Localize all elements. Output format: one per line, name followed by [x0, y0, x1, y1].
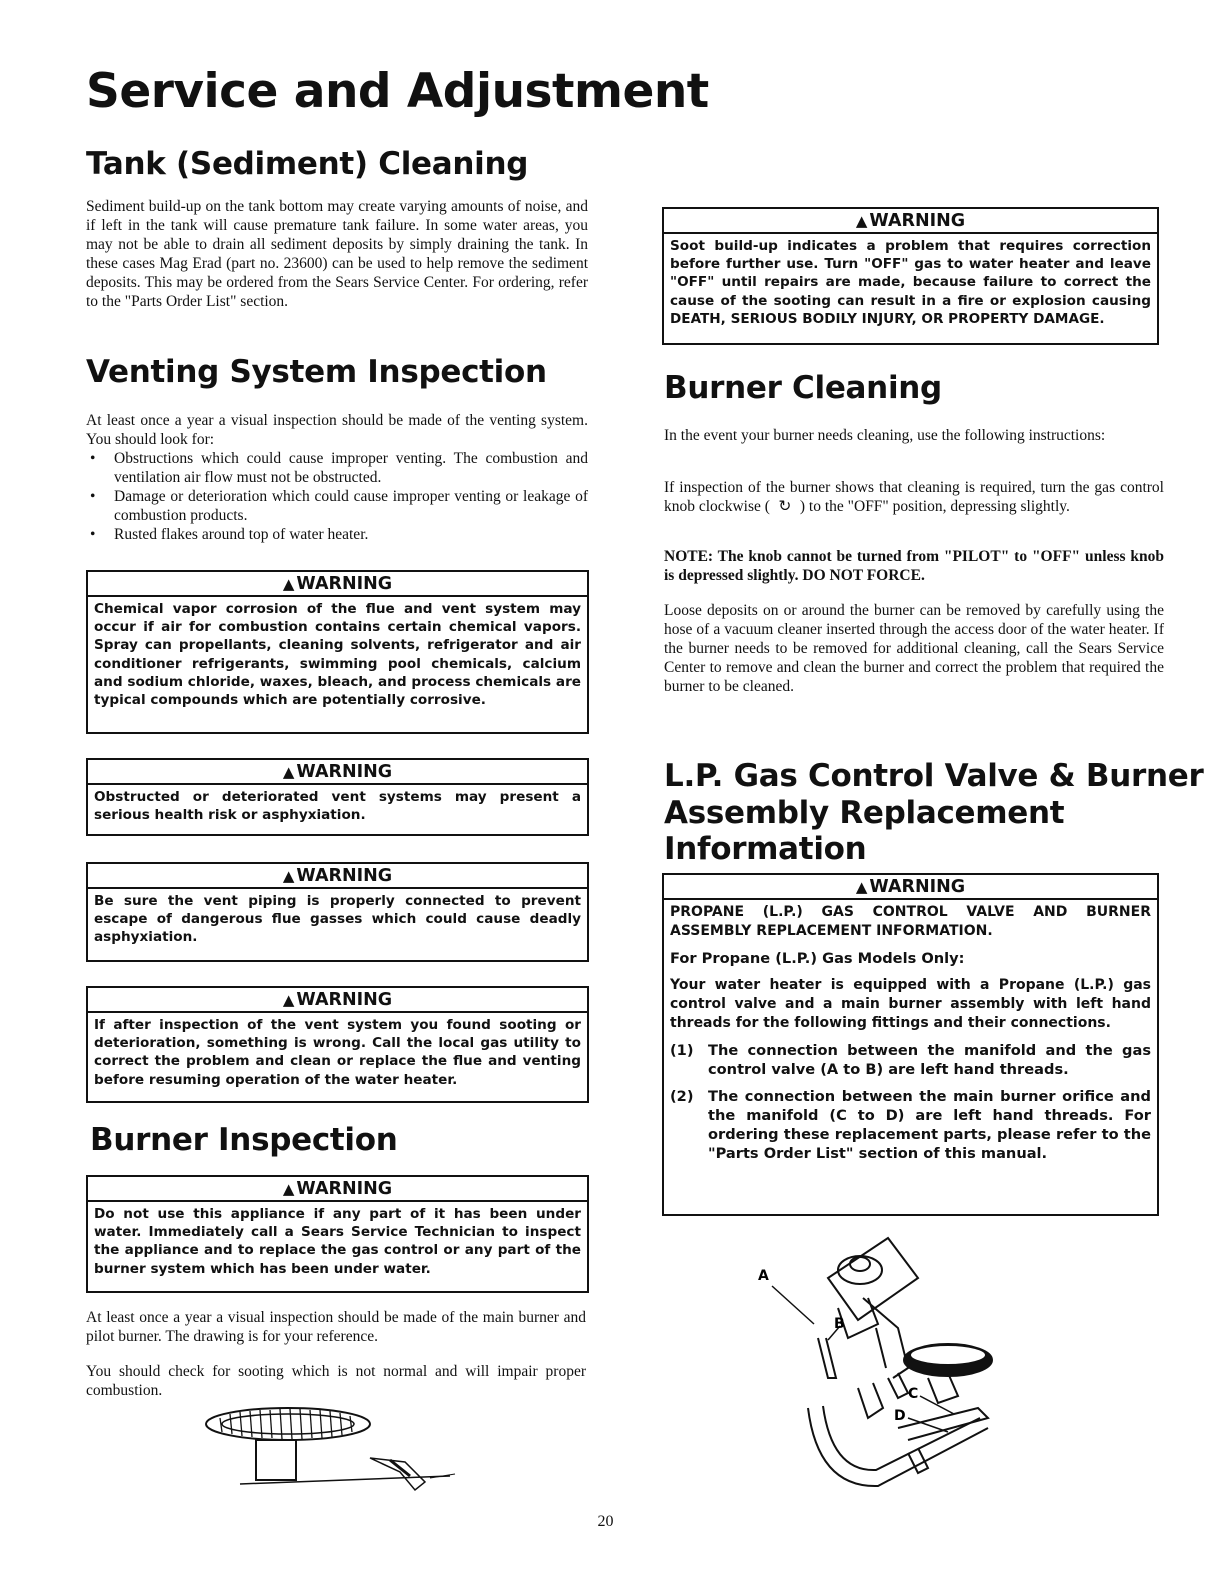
- warning-triangle-icon: ▲: [282, 1180, 295, 1198]
- warning-triangle-icon: ▲: [282, 867, 295, 885]
- lp-gas-heading: L.P. Gas Control Valve & Burner Assembly Replacement Information: [664, 758, 1204, 868]
- list-item: (2) The connection between the main burner orifice and the manifold (C to D) are left hand threads. For ordering these replacement parts, please refer to the "Parts Order List" section of this manual.: [670, 1088, 1151, 1162]
- warning-text: Soot build-up indicates a problem that requires correction before further use. Turn "OFF" gas to water heater and leave "OFF" until repairs are made, because failure to correct the cause of the sooting can result in a fire or explosion causing DEATH, SERIOUS BODILY INJURY, OR PROPERTY DAMAGE.: [670, 238, 1151, 327]
- diagram-label-c: C: [908, 1386, 919, 1402]
- warning-title: ▲ WARNING: [88, 760, 587, 785]
- warning-text: Obstructed or deteriorated vent systems may present a serious health risk or asphyxiation.: [94, 789, 581, 824]
- warning-triangle-icon: ▲: [282, 575, 295, 593]
- venting-inspection-heading: Venting System Inspection: [86, 354, 547, 390]
- warning-triangle-icon: ▲: [855, 212, 868, 230]
- warning-vent-piping: [86, 862, 589, 962]
- warning-sooting-found: [86, 986, 589, 1103]
- lp-models: For Propane (L.P.) Gas Models Only:: [670, 950, 965, 967]
- burner-cleaning-text-2: If inspection of the burner shows that cleaning is required, turn the gas control knob clockwise ( ↻ ) to the "OFF" position, depressing slightly.: [664, 479, 1164, 515]
- diagram-label-a: A: [758, 1268, 769, 1284]
- venting-intro: At least once a year a visual inspection should be made of the venting system. You should look for:: [86, 412, 588, 448]
- burner-cleaning-text-1: In the event your burner needs cleaning, use the following instructions:: [664, 427, 1106, 444]
- lp-warning-title: PROPANE (L.P.) GAS CONTROL VALVE AND BURNER ASSEMBLY REPLACEMENT INFORMATION.: [670, 904, 1151, 939]
- burner-cleaning-heading: Burner Cleaning: [664, 370, 942, 406]
- page-title: Service and Adjustment: [86, 64, 709, 119]
- warning-chemical-vapor: [86, 570, 589, 734]
- burner-inspection-heading: Burner Inspection: [90, 1122, 398, 1158]
- page-number: 20: [597, 1513, 614, 1530]
- venting-inspection-text: [86, 411, 588, 544]
- diagram-label-b: B: [834, 1316, 845, 1332]
- tank-cleaning-text: Sediment build-up on the tank bottom may create varying amounts of noise, and if left in the tank will cause premature tank failure. In some water areas, you may not be able to drain all sediment deposits by simply draining the tank. In these cases Mag Erad (part no. 23600) can be used to help remove the sediment deposits. This may be ordered from the Sears Service Center. For ordering, refer to the "Parts Order List" section.: [86, 198, 588, 310]
- warning-title: ▲ WARNING: [88, 988, 587, 1013]
- clockwise-arrow-icon: ↻: [778, 498, 792, 515]
- list-item: • Obstructions which could cause improper venting. The combustion and ventilation air flow must not be obstructed.: [86, 449, 588, 487]
- burner-inspection-text-2: You should check for sooting which is not normal and will impair proper combustion.: [86, 1363, 586, 1399]
- venting-bullet-list: [86, 449, 588, 544]
- warning-obstructed-vent: [86, 758, 589, 836]
- warning-title: ▲ WARNING: [88, 864, 587, 889]
- warning-triangle-icon: ▲: [282, 763, 295, 781]
- list-item: • Rusted flakes around top of water heater.: [86, 525, 588, 544]
- warning-text: Chemical vapor corrosion of the flue and vent system may occur if air for combustion contains certain chemical vapors. Spray can propellants, cleaning solvents, refrigerator and air conditioner refrigerants, swimming pool chemicals, calcium and sodium chloride, waxes, bleach, and process chemicals are typical compounds which are potentially corrosive.: [94, 601, 581, 709]
- burner-cleaning-note: NOTE: The knob cannot be turned from "PILOT" to "OFF" unless knob is depressed slightly. DO NOT FORCE.: [664, 548, 1164, 584]
- warning-title: ▲ WARNING: [88, 1177, 587, 1202]
- warning-text: Do not use this appliance if any part of it has been under water. Immediately call a Sears Service Technician to inspect the appliance and to replace the gas control or any part of the burner system which has been under water.: [94, 1206, 581, 1277]
- burner-cleaning-text-3: Loose deposits on or around the burner can be removed by carefully using the hose of a vacuum cleaner inserted through the access door of the water heater. If the burner needs to be removed for additional cleaning, call the Sears Service Center to remove and clean the burner and correct the problem that required the burner to be cleaned.: [664, 602, 1164, 695]
- warning-triangle-icon: ▲: [282, 991, 295, 1009]
- list-item: (1) The connection between the manifold and the gas control valve (A to B) are left hand threads.: [670, 1042, 1151, 1078]
- warning-lp-replacement: [662, 873, 1159, 1216]
- warning-soot-buildup: [662, 207, 1159, 345]
- list-item: • Damage or deterioration which could cause improper venting or leakage of combustion products.: [86, 487, 588, 525]
- warning-title: ▲ WARNING: [88, 572, 587, 597]
- warning-text: If after inspection of the vent system you found sooting or deterioration, something is wrong. Call the local gas utility to correct the problem and clean or replace the flue and venting before resuming operation of the water heater.: [94, 1017, 581, 1088]
- warning-title: ▲ WARNING: [664, 875, 1157, 900]
- lp-intro: Your water heater is equipped with a Propane (L.P.) gas control valve and a main burner assembly with left hand threads for the following fittings and their connections.: [670, 977, 1151, 1031]
- burner-drawing: [200, 1402, 470, 1498]
- burner-inspection-text-1: At least once a year a visual inspection should be made of the main burner and pilot burner. The drawing is for your reference.: [86, 1309, 586, 1345]
- tank-cleaning-heading: Tank (Sediment) Cleaning: [86, 146, 529, 182]
- warning-text: Be sure the vent piping is properly connected to prevent escape of dangerous flue gasses which could cause deadly asphyxiation.: [94, 893, 581, 946]
- warning-text: [664, 900, 1157, 1175]
- gas-valve-assembly-drawing: [748, 1228, 1048, 1518]
- diagram-label-d: D: [894, 1408, 906, 1424]
- warning-title: ▲ WARNING: [664, 209, 1157, 234]
- warning-triangle-icon: ▲: [855, 878, 868, 896]
- warning-under-water: [86, 1175, 589, 1293]
